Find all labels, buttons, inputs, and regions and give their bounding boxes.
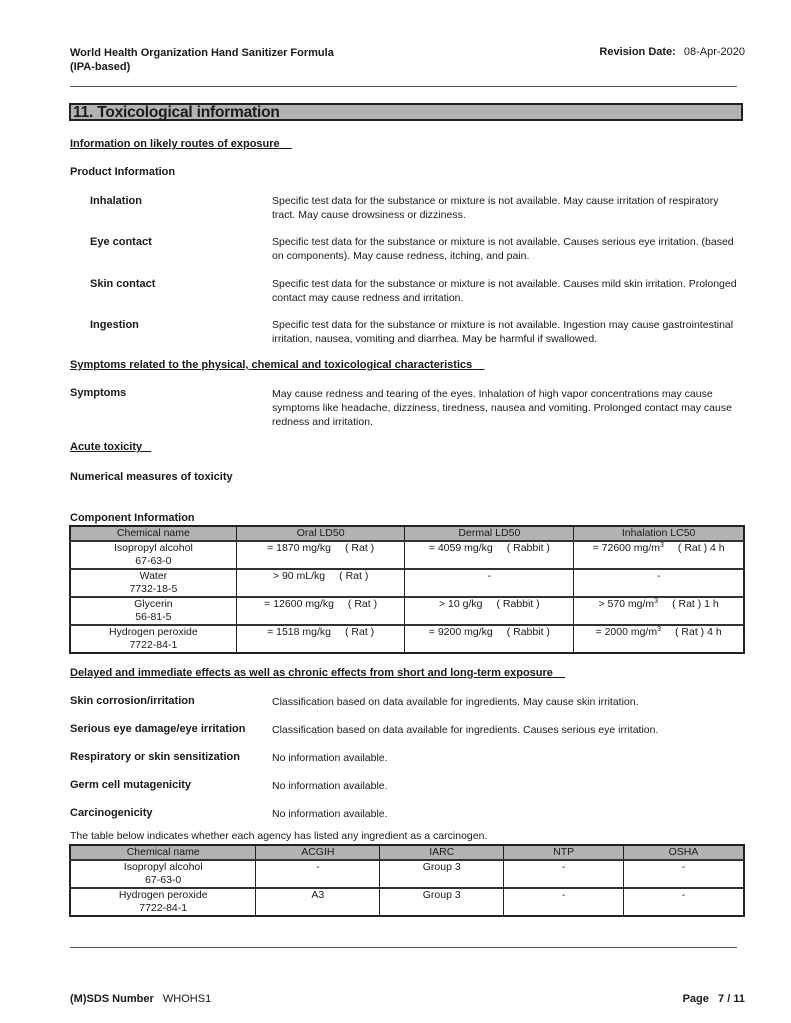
iarc-cell: Group 3 <box>380 860 504 888</box>
iarc-cell: Group 3 <box>380 888 504 916</box>
chemical-name: Water <box>139 570 168 582</box>
routes-heading <box>70 138 292 150</box>
eye-damage-text: Classification based on data available for ingredients. Causes serious eye irritation. <box>272 724 659 736</box>
chemical-name-cell <box>70 860 256 888</box>
column-header: Oral LD50 <box>236 526 405 541</box>
dermal-ld50-cell <box>405 541 574 569</box>
column-header: IARC <box>380 845 504 860</box>
table-row <box>70 569 744 597</box>
inhalation-value: - <box>656 570 661 582</box>
skin-contact-text: Specific test data for the substance or mixture is not available. Causes mild skin irritation. Prolonged contact may cause redness and irritation. <box>272 278 737 304</box>
mutagenicity-label: Germ cell mutagenicity <box>70 779 192 791</box>
section-title: 11. Toxicological information <box>73 104 280 121</box>
inhalation-lc50-cell <box>574 569 744 597</box>
inhalation-species: ( Rat ) 4 h <box>675 626 722 638</box>
chemical-name: Isopropyl alcohol <box>123 861 203 873</box>
oral-value: = 1518 mg/kg <box>267 626 331 638</box>
column-header: Inhalation LC50 <box>574 526 744 541</box>
document-title <box>70 46 334 74</box>
carcinogen-table <box>69 844 745 917</box>
oral-value: = 12600 mg/kg <box>264 598 334 610</box>
inhalation-value: > 570 mg/m <box>598 598 655 610</box>
cas-number: 7722-84-1 <box>129 639 178 651</box>
oral-value: > 90 mL/kg <box>272 570 326 582</box>
page-separator: / <box>727 993 731 1005</box>
cas-number: 7722-84-1 <box>139 902 188 914</box>
sds-number-label: (M)SDS Number <box>70 993 154 1005</box>
cas-number: 56-81-5 <box>135 611 172 623</box>
oral-ld50-cell <box>236 541 405 569</box>
table-row <box>70 625 744 653</box>
column-header: ACGIH <box>256 845 380 860</box>
table-row <box>70 597 744 625</box>
inhalation-lc50-cell <box>574 625 744 653</box>
inhalation-lc50-cell <box>574 597 744 625</box>
carcinogen-intro: The table below indicates whether each agency has listed any ingredient as a carcinogen. <box>70 830 488 842</box>
chemical-name-cell <box>70 597 236 625</box>
numerical-measures-label: Numerical measures of toxicity <box>70 471 233 483</box>
dermal-value: = 4059 mg/kg <box>428 542 493 554</box>
oral-species: ( Rat ) <box>345 626 375 638</box>
oral-value: = 1870 mg/kg <box>267 542 331 554</box>
page-total: 11 <box>733 993 745 1005</box>
table-row <box>70 541 744 569</box>
inhalation-label: Inhalation <box>90 195 142 207</box>
table-header-row <box>70 526 744 541</box>
acute-toxicity-heading <box>70 441 151 453</box>
ntp-cell: - <box>504 860 624 888</box>
column-header: NTP <box>504 845 624 860</box>
footer-divider <box>70 947 737 948</box>
document-title-line2: (IPA-based) <box>70 61 131 73</box>
oral-ld50-cell <box>236 597 405 625</box>
chemical-name-cell <box>70 541 236 569</box>
symptoms-heading-text: Symptoms related to the physical, chemical and toxicological characteristics <box>70 359 473 371</box>
oral-species: ( Rat ) <box>345 542 375 554</box>
cas-number: 7732-18-5 <box>129 583 178 595</box>
carcinogenicity-label: Carcinogenicity <box>70 807 153 819</box>
page-current: 7 <box>718 993 725 1005</box>
inhalation-species: ( Rat ) 1 h <box>672 598 719 610</box>
sds-number-value: WHOHS1 <box>162 993 212 1005</box>
skin-corrosion-text: Classification based on data available for ingredients. May cause skin irritation. <box>272 696 639 708</box>
table-header-row <box>70 845 744 860</box>
skin-corrosion-label: Skin corrosion/irritation <box>70 695 195 707</box>
inhalation-value: = 72600 mg/m <box>592 542 661 554</box>
unit-superscript: 3 <box>657 626 661 633</box>
chemical-name: Glycerin <box>134 598 173 610</box>
osha-cell: - <box>624 860 744 888</box>
dermal-species: ( Rabbit ) <box>496 598 540 610</box>
symptoms-text: May cause redness and tearing of the eyes. Inhalation of high vapor concentrations may cause symptoms like headache, dizziness, tiredness, nausea and vomiting. Prolonged contact may cause redness and irritation. <box>272 388 732 428</box>
header-divider <box>70 86 737 87</box>
inhalation-species: ( Rat ) 4 h <box>677 542 725 554</box>
revision-date <box>599 46 745 58</box>
revision-date-label: Revision Date: <box>599 46 676 58</box>
eye-contact-label: Eye contact <box>90 236 152 248</box>
table-row <box>70 888 744 916</box>
acgih-cell: - <box>256 860 380 888</box>
dermal-ld50-cell <box>405 597 574 625</box>
ntp-cell: - <box>504 888 624 916</box>
inhalation-lc50-cell <box>574 541 744 569</box>
symptoms-label: Symptoms <box>70 387 127 399</box>
sds-number <box>70 993 211 1005</box>
oral-species: ( Rat ) <box>347 598 378 610</box>
page-label: Page <box>682 993 709 1005</box>
chemical-name-cell <box>70 888 256 916</box>
revision-date-value: 08-Apr-2020 <box>683 46 745 58</box>
inhalation-text: Specific test data for the substance or mixture is not available. May cause irritation of respiratory tract. May cause drowsiness or dizziness. <box>272 195 719 221</box>
cas-number: 67-63-0 <box>145 874 182 886</box>
sensitization-text: No information available. <box>272 752 388 764</box>
dermal-ld50-cell <box>405 625 574 653</box>
dermal-species: ( Rabbit ) <box>506 542 550 554</box>
component-toxicity-table <box>69 525 745 654</box>
oral-species: ( Rat ) <box>339 570 369 582</box>
column-header: Chemical name <box>70 845 256 860</box>
chemical-name: Isopropyl alcohol <box>113 542 193 554</box>
dermal-ld50-cell <box>405 569 574 597</box>
acute-toxicity-heading-text: Acute toxicity <box>70 441 143 453</box>
ingestion-text: Specific test data for the substance or mixture is not available. Ingestion may cause gastrointestinal irritation, nausea, vomiting and diarrhea. May be harmful if swallowed. <box>272 319 734 345</box>
symptoms-heading <box>70 359 485 371</box>
product-information-label: Product Information <box>70 166 176 178</box>
sensitization-label: Respiratory or skin sensitization <box>70 751 240 763</box>
unit-superscript: 3 <box>654 598 659 605</box>
table-row <box>70 860 744 888</box>
delayed-effects-heading <box>70 667 565 679</box>
column-header: Dermal LD50 <box>405 526 574 541</box>
ingestion-label: Ingestion <box>90 319 139 331</box>
chemical-name-cell <box>70 625 236 653</box>
routes-heading-text: Information on likely routes of exposure <box>70 138 280 150</box>
chemical-name: Hydrogen peroxide <box>109 626 198 638</box>
column-header: Chemical name <box>70 526 236 541</box>
cas-number: 67-63-0 <box>135 555 172 567</box>
document-title-line1: World Health Organization Hand Sanitizer Formula <box>70 47 334 59</box>
oral-ld50-cell <box>236 569 405 597</box>
osha-cell: - <box>624 888 744 916</box>
dermal-value: - <box>487 570 492 582</box>
unit-superscript: 3 <box>660 542 664 549</box>
chemical-name-cell <box>70 569 236 597</box>
oral-ld50-cell <box>236 625 405 653</box>
dermal-value: > 10 g/kg <box>439 598 483 610</box>
dermal-value: = 9200 mg/kg <box>428 626 493 638</box>
acgih-cell: A3 <box>256 888 380 916</box>
section-header <box>69 103 743 121</box>
skin-contact-label: Skin contact <box>90 278 156 290</box>
chemical-name: Hydrogen peroxide <box>118 889 208 901</box>
eye-damage-label: Serious eye damage/eye irritation <box>70 723 246 735</box>
eye-contact-text: Specific test data for the substance or mixture is not available. Causes serious eye irritation. (based on components). May cause redness, itching, and pain. <box>272 236 734 262</box>
carcinogenicity-text: No information available. <box>272 808 388 820</box>
component-information-label: Component Information <box>70 512 195 524</box>
page-number <box>683 993 745 1005</box>
delayed-effects-heading-text: Delayed and immediate effects as well as chronic effects from short and long-term exposure <box>70 667 553 679</box>
mutagenicity-text: No information available. <box>272 780 388 792</box>
dermal-species: ( Rabbit ) <box>506 626 550 638</box>
column-header: OSHA <box>624 845 744 860</box>
inhalation-value: = 2000 mg/m <box>595 626 658 638</box>
